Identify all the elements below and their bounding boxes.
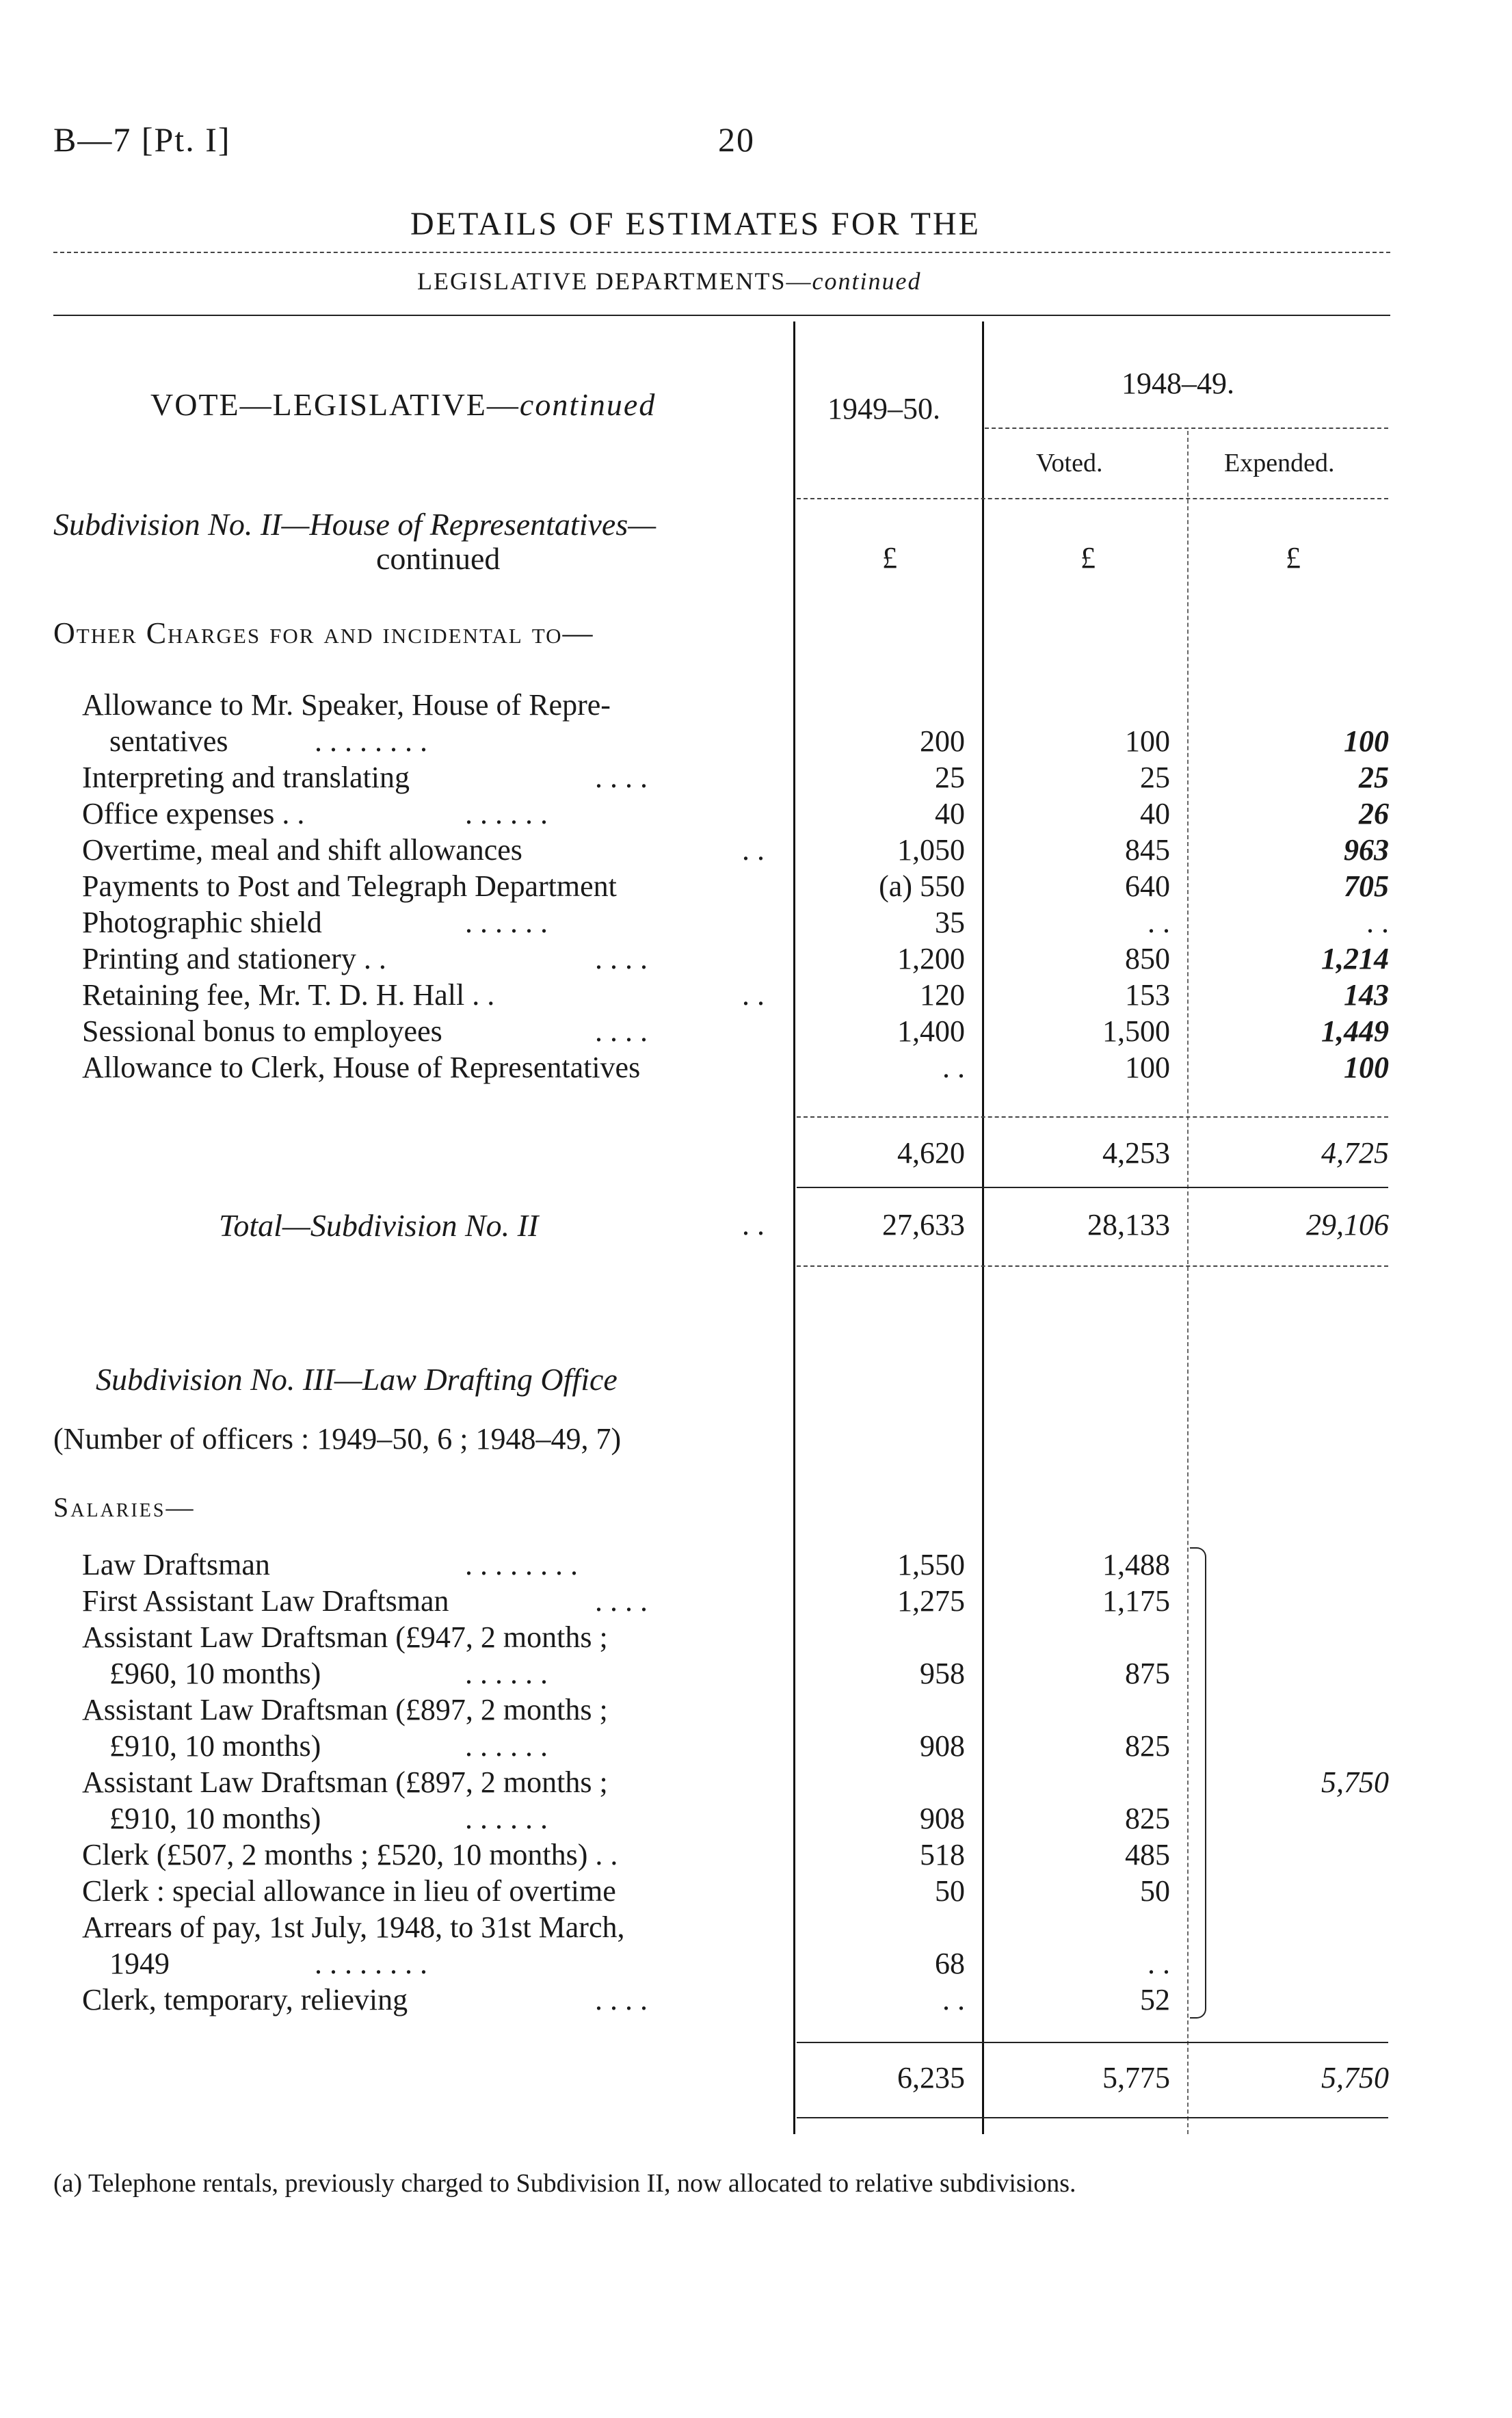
item-3-4-current: 908 bbox=[920, 1802, 965, 1835]
vote-heading-continued: continued bbox=[519, 387, 656, 422]
page-reference: B—7 [Pt. I] bbox=[53, 120, 231, 159]
item-3-1-current: 1,275 bbox=[897, 1584, 965, 1618]
item-2-0-current: 200 bbox=[920, 724, 965, 758]
total-2-bottom-rule bbox=[797, 1265, 1388, 1267]
item-2-0-line1: Allowance to Mr. Speaker, House of Repre- bbox=[82, 688, 611, 722]
column-heading-1948-49: 1948–49. bbox=[1122, 367, 1234, 400]
item-2-4-expended: 705 bbox=[1344, 869, 1389, 903]
item-2-7-voted: 153 bbox=[1125, 978, 1170, 1012]
item-2-2-dots: . . . . . . bbox=[465, 797, 548, 830]
subtotal-2-expended: 4,725 bbox=[1321, 1136, 1389, 1170]
item-3-8-label: Clerk, temporary, relieving bbox=[82, 1983, 408, 2016]
item-3-7-voted: . . bbox=[1148, 1947, 1170, 1980]
item-2-0-expended: 100 bbox=[1344, 724, 1389, 758]
item-3-5-label: Clerk (£507, 2 months ; £520, 10 months) . . bbox=[82, 1838, 618, 1871]
subtitle-main: LEGISLATIVE DEPARTMENTS— bbox=[417, 267, 812, 295]
footnote: (a) Telephone rentals, previously charged to Subdivision II, now allocated to relative subdivisions. bbox=[53, 2169, 1076, 2198]
item-2-7-dots: . . bbox=[742, 978, 765, 1012]
item-3-4-dots: . . . . . . bbox=[465, 1802, 548, 1835]
item-2-5-current: 35 bbox=[935, 906, 965, 939]
column-heading-voted: Voted. bbox=[1036, 449, 1103, 477]
currency-current: £ bbox=[882, 541, 897, 575]
prior-year-divider bbox=[985, 428, 1388, 429]
item-2-3-voted: 845 bbox=[1125, 833, 1170, 867]
item-2-6-dots: . . . . bbox=[595, 942, 648, 975]
column-rule-current bbox=[982, 321, 984, 2134]
item-2-2-expended: 26 bbox=[1359, 797, 1389, 830]
item-3-3-dots: . . . . . . bbox=[465, 1729, 548, 1763]
subtotal-3-voted: 5,775 bbox=[1102, 2061, 1170, 2094]
expended-bracket bbox=[1190, 1547, 1206, 2019]
total-2-rule bbox=[797, 1187, 1388, 1188]
item-2-5-dots: . . . . . . bbox=[465, 906, 548, 939]
page-subtitle bbox=[417, 267, 921, 295]
item-2-7-label: Retaining fee, Mr. T. D. H. Hall . . bbox=[82, 978, 495, 1012]
item-2-4-voted: 640 bbox=[1125, 869, 1170, 903]
item-3-0-label: Law Draftsman bbox=[82, 1548, 270, 1581]
item-2-0-label: sentatives bbox=[109, 724, 228, 758]
item-3-4-voted: 825 bbox=[1125, 1802, 1170, 1835]
subdivision-2-title: Subdivision No. II—House of Representatives— bbox=[53, 507, 656, 542]
item-2-8-voted: 1,500 bbox=[1102, 1014, 1170, 1048]
item-2-4-label: Payments to Post and Telegraph Department bbox=[82, 869, 617, 903]
item-2-3-label: Overtime, meal and shift allowances bbox=[82, 833, 522, 867]
item-3-7-dots: . . . . . . . . bbox=[315, 1947, 427, 1980]
subtotal-3-rule bbox=[797, 2042, 1388, 2043]
column-heading-expended: Expended. bbox=[1224, 449, 1335, 477]
item-3-8-voted: 52 bbox=[1140, 1983, 1170, 2016]
column-rule-voted bbox=[1187, 431, 1189, 2134]
item-2-1-dots: . . . . bbox=[595, 761, 648, 794]
item-2-5-expended: . . bbox=[1366, 906, 1389, 939]
item-3-2-line1: Assistant Law Draftsman (£947, 2 months ; bbox=[82, 1620, 608, 1654]
item-2-5-voted: . . bbox=[1148, 906, 1170, 939]
column-rule-label bbox=[793, 321, 795, 2134]
subdivision-2-total-current: 27,633 bbox=[882, 1208, 965, 1241]
item-2-1-label: Interpreting and translating bbox=[82, 761, 410, 794]
subtitle-divider bbox=[53, 315, 1390, 316]
header-divider bbox=[797, 498, 1388, 499]
item-2-6-label: Printing and stationery . . bbox=[82, 942, 386, 975]
item-2-8-label: Sessional bonus to employees bbox=[82, 1014, 442, 1048]
subdivision-3-officers: (Number of officers : 1949–50, 6 ; 1948–49, 7) bbox=[53, 1422, 622, 1456]
item-2-8-dots: . . . . bbox=[595, 1014, 648, 1048]
item-2-4-current: (a) 550 bbox=[879, 869, 965, 903]
subtotal-2-voted: 4,253 bbox=[1102, 1136, 1170, 1170]
item-2-7-current: 120 bbox=[920, 978, 965, 1012]
item-3-7-label: 1949 bbox=[109, 1947, 170, 1980]
subdivision-2-total-dots: . . bbox=[742, 1208, 765, 1241]
item-3-6-current: 50 bbox=[935, 1874, 965, 1908]
page-title: DETAILS OF ESTIMATES FOR THE bbox=[410, 206, 981, 242]
item-2-3-dots: . . bbox=[742, 833, 765, 867]
item-2-9-current: . . bbox=[942, 1051, 965, 1084]
item-3-1-dots: . . . . bbox=[595, 1584, 648, 1618]
vote-heading bbox=[150, 386, 656, 423]
item-3-0-current: 1,550 bbox=[897, 1548, 965, 1581]
item-2-7-expended: 143 bbox=[1344, 978, 1389, 1012]
item-2-1-current: 25 bbox=[935, 761, 965, 794]
item-2-2-voted: 40 bbox=[1140, 797, 1170, 830]
subdivision-2-total-label: Total—Subdivision No. II bbox=[219, 1208, 539, 1243]
item-3-5-current: 518 bbox=[920, 1838, 965, 1871]
item-2-9-voted: 100 bbox=[1125, 1051, 1170, 1084]
item-2-8-expended: 1,449 bbox=[1321, 1014, 1389, 1048]
page-number: 20 bbox=[718, 120, 755, 159]
item-2-3-current: 1,050 bbox=[897, 833, 965, 867]
item-2-6-expended: 1,214 bbox=[1321, 942, 1389, 975]
currency-voted: £ bbox=[1080, 541, 1096, 575]
item-2-1-voted: 25 bbox=[1140, 761, 1170, 794]
currency-expended: £ bbox=[1286, 541, 1301, 575]
item-3-3-current: 908 bbox=[920, 1729, 965, 1763]
item-3-2-label: £960, 10 months) bbox=[109, 1657, 321, 1690]
item-2-0-voted: 100 bbox=[1125, 724, 1170, 758]
item-3-4-line1: Assistant Law Draftsman (£897, 2 months ; bbox=[82, 1765, 608, 1799]
column-heading-1949-50: 1949–50. bbox=[827, 392, 940, 425]
item-2-1-expended: 25 bbox=[1359, 761, 1389, 794]
item-3-7-current: 68 bbox=[935, 1947, 965, 1980]
subtotal-2-current: 4,620 bbox=[897, 1136, 965, 1170]
vote-heading-main: VOTE—LEGISLATIVE— bbox=[150, 387, 520, 422]
subtotal-3-bottom-rule bbox=[797, 2117, 1388, 2118]
subtotal-3-current: 6,235 bbox=[897, 2061, 965, 2094]
item-2-3-expended: 963 bbox=[1344, 833, 1389, 867]
item-3-3-line1: Assistant Law Draftsman (£897, 2 months ; bbox=[82, 1693, 608, 1726]
subdivision-3-group: Salaries— bbox=[53, 1492, 196, 1523]
title-divider bbox=[53, 252, 1390, 253]
item-3-2-dots: . . . . . . bbox=[465, 1657, 548, 1690]
item-3-0-dots: . . . . . . . . bbox=[465, 1548, 578, 1581]
subtotal-3-expended: 5,750 bbox=[1321, 2061, 1389, 2094]
item-2-9-label: Allowance to Clerk, House of Representatives bbox=[82, 1051, 641, 1084]
item-3-2-voted: 875 bbox=[1125, 1657, 1170, 1690]
item-2-6-voted: 850 bbox=[1125, 942, 1170, 975]
subdivision-2-title-continued: continued bbox=[376, 541, 501, 576]
subdivision-3-bracket-expended: 5,750 bbox=[1321, 1765, 1389, 1799]
item-2-0-dots: . . . . . . . . bbox=[315, 724, 427, 758]
item-3-8-current: . . bbox=[942, 1983, 965, 2016]
item-3-5-voted: 485 bbox=[1125, 1838, 1170, 1871]
item-2-5-label: Photographic shield bbox=[82, 906, 322, 939]
item-3-6-label: Clerk : special allowance in lieu of overtime bbox=[82, 1874, 616, 1908]
item-2-8-current: 1,400 bbox=[897, 1014, 965, 1048]
subtitle-continued: continued bbox=[812, 267, 922, 295]
item-3-0-voted: 1,488 bbox=[1102, 1548, 1170, 1581]
item-3-7-line1: Arrears of pay, 1st July, 1948, to 31st March, bbox=[82, 1910, 625, 1944]
subdivision-3-title: Subdivision No. III—Law Drafting Office bbox=[96, 1362, 618, 1397]
item-3-8-dots: . . . . bbox=[595, 1983, 648, 2016]
item-3-3-voted: 825 bbox=[1125, 1729, 1170, 1763]
item-3-6-voted: 50 bbox=[1140, 1874, 1170, 1908]
subdivision-2-total-voted: 28,133 bbox=[1087, 1208, 1170, 1241]
item-2-2-label: Office expenses . . bbox=[82, 797, 305, 830]
item-3-1-label: First Assistant Law Draftsman bbox=[82, 1584, 449, 1618]
item-2-9-expended: 100 bbox=[1344, 1051, 1389, 1084]
subdivision-2-group: Other Charges for and incidental to— bbox=[53, 616, 594, 650]
subtotal-2-rule bbox=[797, 1116, 1388, 1118]
item-2-6-current: 1,200 bbox=[897, 942, 965, 975]
item-3-2-current: 958 bbox=[920, 1657, 965, 1690]
item-3-3-label: £910, 10 months) bbox=[109, 1729, 321, 1763]
subdivision-2-total-expended: 29,106 bbox=[1306, 1208, 1389, 1241]
item-3-4-label: £910, 10 months) bbox=[109, 1802, 321, 1835]
item-2-2-current: 40 bbox=[935, 797, 965, 830]
item-3-1-voted: 1,175 bbox=[1102, 1584, 1170, 1618]
